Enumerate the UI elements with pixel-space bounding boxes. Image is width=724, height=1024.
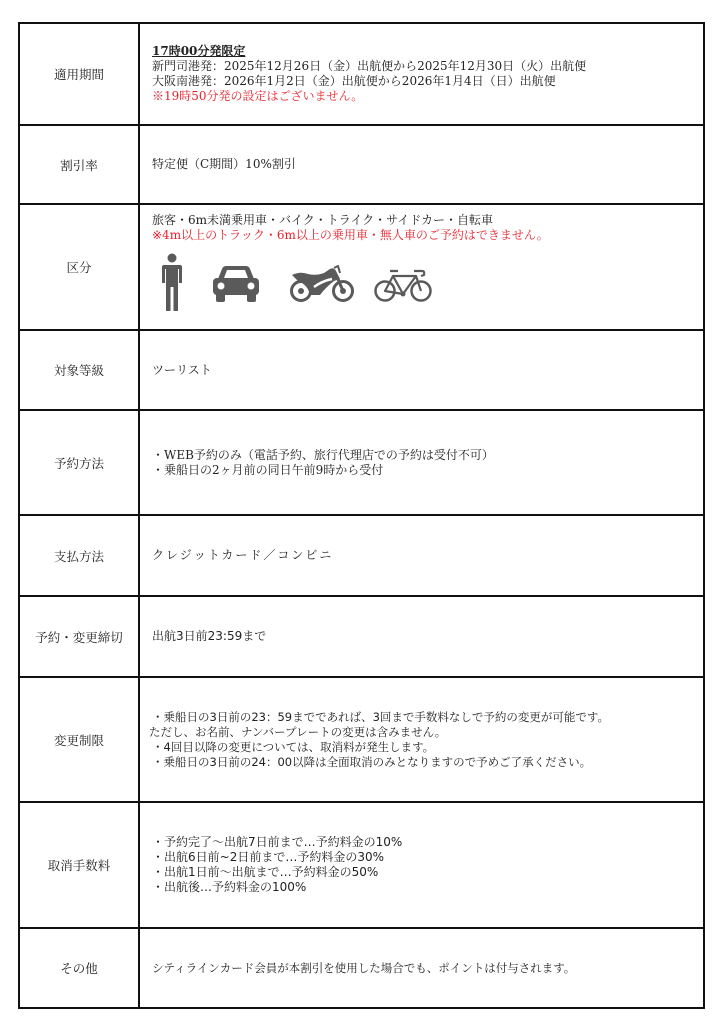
- row-discount-rate: [19, 125, 704, 204]
- bicycle-icon: [374, 269, 432, 303]
- row-cancellation-fees: [19, 802, 704, 928]
- row-content: 出航3日前23:59まで: [139, 596, 704, 677]
- row-label: 割引率: [19, 125, 139, 204]
- row-label: 予約・変更締切: [19, 596, 139, 677]
- row-content: シティラインカード会員が本割引を使用した場合でも、ポイントは付与されます。: [139, 928, 704, 1008]
- period-line: 新門司港発：2025年12月26日（金）出航便から2025年12月30日（火）出航便: [152, 59, 587, 73]
- row-booking-method: [19, 410, 704, 515]
- booking-method-line: ・乗船日の2ヶ月前の同日午前9時から受付: [152, 462, 384, 477]
- row-label: 予約方法: [19, 410, 139, 515]
- row-label: 取消手数料: [19, 802, 139, 928]
- departure-time-heading: 17時00分発限定: [152, 44, 246, 58]
- row-content: 特定便（C期間）10%割引: [139, 125, 704, 204]
- motorcycle-icon: [290, 265, 354, 303]
- row-application-period: [19, 23, 704, 125]
- row-category: [19, 204, 704, 330]
- category-text: 旅客・6m未満乗用車・バイク・トライク・サイドカー・自転車: [152, 213, 493, 227]
- person-icon: [160, 253, 184, 313]
- change-restriction-line: ・4回目以降の変更については、取消料が発生します。: [152, 739, 435, 754]
- row-target-class: [19, 330, 704, 410]
- cancellation-fee-line: ・出航後…予約料金の100%: [152, 880, 307, 894]
- row-content: ツーリスト: [139, 330, 704, 410]
- vehicle-icons: [152, 251, 691, 313]
- period-note: ※19時50分発の設定はございません。: [152, 89, 364, 103]
- row-payment-method: [19, 515, 704, 596]
- row-content: [139, 23, 704, 125]
- row-content: [139, 802, 704, 928]
- row-content: [139, 410, 704, 515]
- change-restriction-line: ただし、お名前、ナンバープレートの変更は含みません。: [149, 724, 447, 739]
- row-label: その他: [19, 928, 139, 1008]
- change-restriction-line: ・乗船日の3日前の23：59までであれば、3回まで手数料なしで予約の変更が可能です。: [152, 709, 609, 724]
- row-content: クレジットカード／コンビニ: [139, 515, 704, 596]
- row-label: 区分: [19, 204, 139, 330]
- cancellation-fee-line: ・予約完了～出航7日前まで…予約料金の10%: [152, 835, 403, 849]
- row-label: 変更制限: [19, 677, 139, 802]
- row-other: [19, 928, 704, 1008]
- cancellation-fee-line: ・出航1日前～出航まで…予約料金の50%: [152, 865, 379, 879]
- row-label: 支払方法: [19, 515, 139, 596]
- row-booking-deadline: [19, 596, 704, 677]
- row-label: 対象等級: [19, 330, 139, 410]
- discount-info-table: [18, 22, 705, 1009]
- row-content: [139, 677, 704, 802]
- car-icon: [212, 265, 260, 303]
- change-restriction-line: ・乗船日の3日前の24：00以降は全面取消のみとなりますので予めご了承ください。: [152, 754, 592, 769]
- row-label: 適用期間: [19, 23, 139, 125]
- cancellation-fee-line: ・出航6日前~2日前まで…予約料金の30%: [152, 850, 384, 864]
- period-line: 大阪南港発：2026年1月2日（金）出航便から2026年1月4日（日）出航便: [152, 74, 556, 88]
- category-note: ※4m以上のトラック・6m以上の乗用車・無人車のご予約はできません。: [152, 228, 549, 242]
- booking-method-line: ・WEB予約のみ（電話予約、旅行代理店での予約は受付不可）: [152, 447, 494, 462]
- row-content: [139, 204, 704, 330]
- row-change-restrictions: [19, 677, 704, 802]
